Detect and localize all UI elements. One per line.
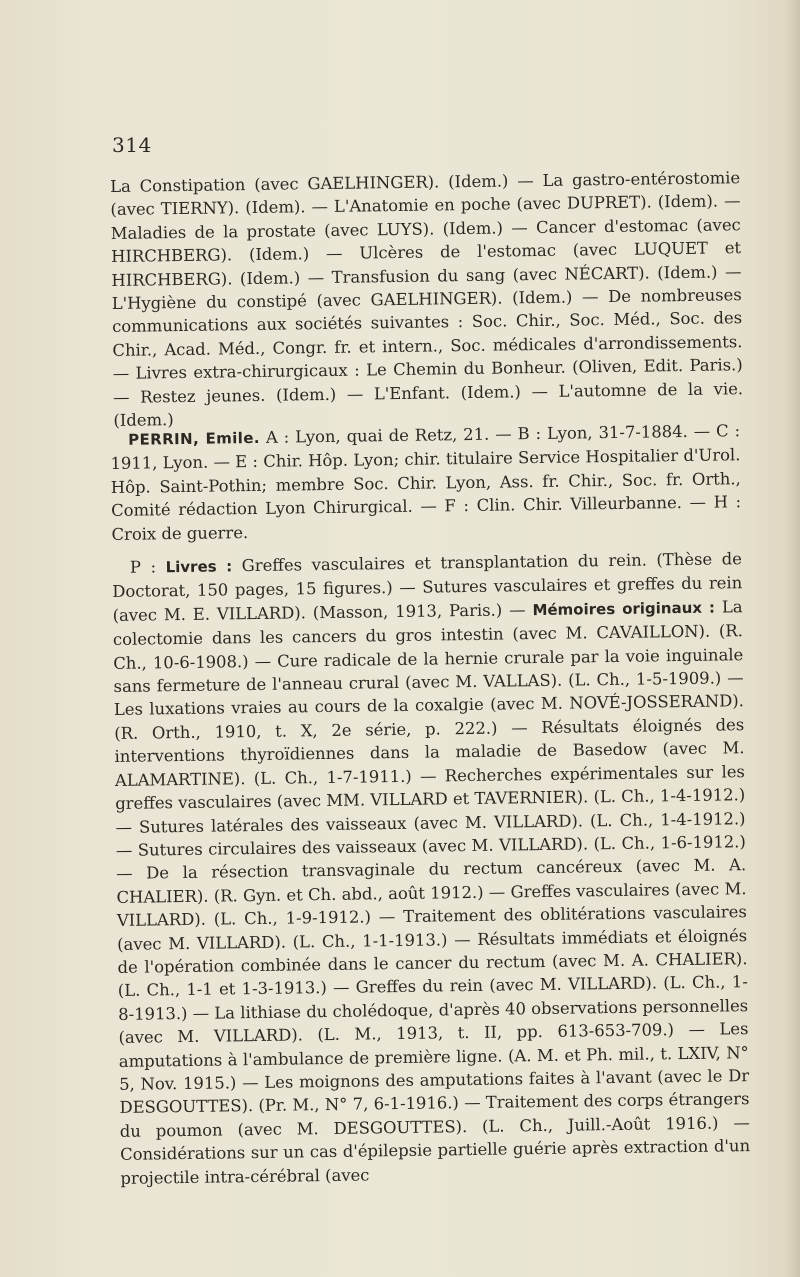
entry-bio-paragraph xyxy=(110,419,742,546)
entry-name: PERRIN, Emile. xyxy=(128,428,261,449)
livres-text: Greffes vasculaires et transplantation du rein. (Thèse de Doctorat, 150 pages, 15 figures.) — Sutures vasculaires et greffes du rein (avec M. E. VILLARD). (Masson, 1913, Paris.) — xyxy=(112,549,743,625)
livres-label: Livres : xyxy=(165,557,233,577)
memoires-text: La colectomie dans les cancers du gros intestin (avec M. CAVAILLON). (R. Ch., 10-6-1908.) — Cure radicale de la hernie crurale par la voie inguinale sans fermeture de l'anneau crural (avec M. VALLAS). (L. Ch., 1-5-1909.) — Les luxations vraies au cours de la coxalgie (avec M. NOVÉ-JOSSERAND). (R. Orth., 1910, t. X, 2e série, p. 222.) — Résultats éloignés des interventions thyroïdiennes dans la maladie de Basedow (avec M. ALAMARTINE). (L. Ch., 1-7-1911.) — Recherches expérimentales sur les greffes vasculaires (avec MM. VILLARD et TAVERNIER). (L. Ch., 1-4-1912.) — Sutures latérales des vaisseaux (avec M. VILLARD). (L. Ch., 1-4-1912.) — Sutures circulaires des vaisseaux (avec M. VILLARD). (L. Ch., 1-6-1912.) — De la résection transvaginale du rectum cancéreux (avec M. A. CHALIER). (R. Gyn. et Ch. abd., août 1912.) — Greffes vasculaires (avec M. VILLARD). (L. Ch., 1-9-1912.) — Traitement des oblitérations vasculaires (avec M. VILLARD). (L. Ch., 1-1-1913.) — Résultats immédiats et éloignés de l'opération combinée dans le cancer du rectum (avec M. A. CHALIER). (L. Ch., 1-1 et 1-3-1913.) — Greffes du rein (avec M. VILLARD). (L. Ch., 1-8-1913.) — La lithiase du cholédoque, d'après 40 observations personnelles (avec M. VILLARD). (L. M., 1913, t. II, pp. 613-653-709.) — Les amputations à l'ambulance de première ligne. (A. M. et Ph. mil., t. LXIV, N° 5, Nov. 1915.) — Les moignons des amputations faites à l'avant (avec le Dr DESGOUTTES). (Pr. M., N° 7, 6-1-1916.) — Traitement des corps étrangers du poumon (avec M. DESGOUTTES). (L. Ch., Juill.-Août 1916.) — Considérations sur un cas d'épilepsie partielle guérie après extraction d'un projectile intra-cérébral (avec xyxy=(112,597,751,1188)
entry-bio: A : Lyon, quai de Retz, 21. — B : Lyon, 31-7-1884. — C : 1911, Lyon. — E : Chir. Hôp. Lyon; chir. titulaire Service Hospitalier d'Urol. Hôp. Saint-Pothin; membre Soc. Chir. Lyon, Ass. fr. Chir., Soc. fr. Orth., Comité rédaction Lyon Chirurgical. — F : Clin. Chir. Villeurbanne. — H : Croix de guerre. xyxy=(110,421,742,544)
page-edge-shadow xyxy=(786,0,800,1277)
continuation-paragraph xyxy=(110,166,744,432)
entry-publications-paragraph xyxy=(112,547,751,1190)
entry-perrin xyxy=(110,419,751,1190)
publications-prefix: P : xyxy=(129,557,157,577)
page-number: 314 xyxy=(112,133,152,157)
memoires-label: Mémoires originaux : xyxy=(532,598,716,619)
continuation-text: La Constipation (avec GAELHINGER). (Idem.) — La gastro-entérostomie (avec TIERNY). (Idem). — L'Anatomie en poche (avec DUPRET). (Idem). — Maladies de la prostate (avec LUYS). (Idem.) — Cancer d'estomac (avec HIRCHBERG). (Idem.) — Ulcères de l'estomac (avec LUQUET et HIRCHBERG). (Idem.) — Transfusion du sang (avec NÉCART). (Idem.) — L'Hygiène du constipé (avec GAELHINGER). (Idem.) — De nombreuses communications aux sociétés suivantes : Soc. Chir., Soc. Méd., Soc. des Chir., Acad. Méd., Congr. fr. et intern., Soc. médicales d'arrondissements. — Livres extra-chirurgicaux : Le Chemin du Bonheur. (Oliven, Edit. Paris.) — Restez jeunes. (Idem.) — L'Enfant. (Idem.) — L'automne de la vie. (Idem.) xyxy=(110,168,744,431)
